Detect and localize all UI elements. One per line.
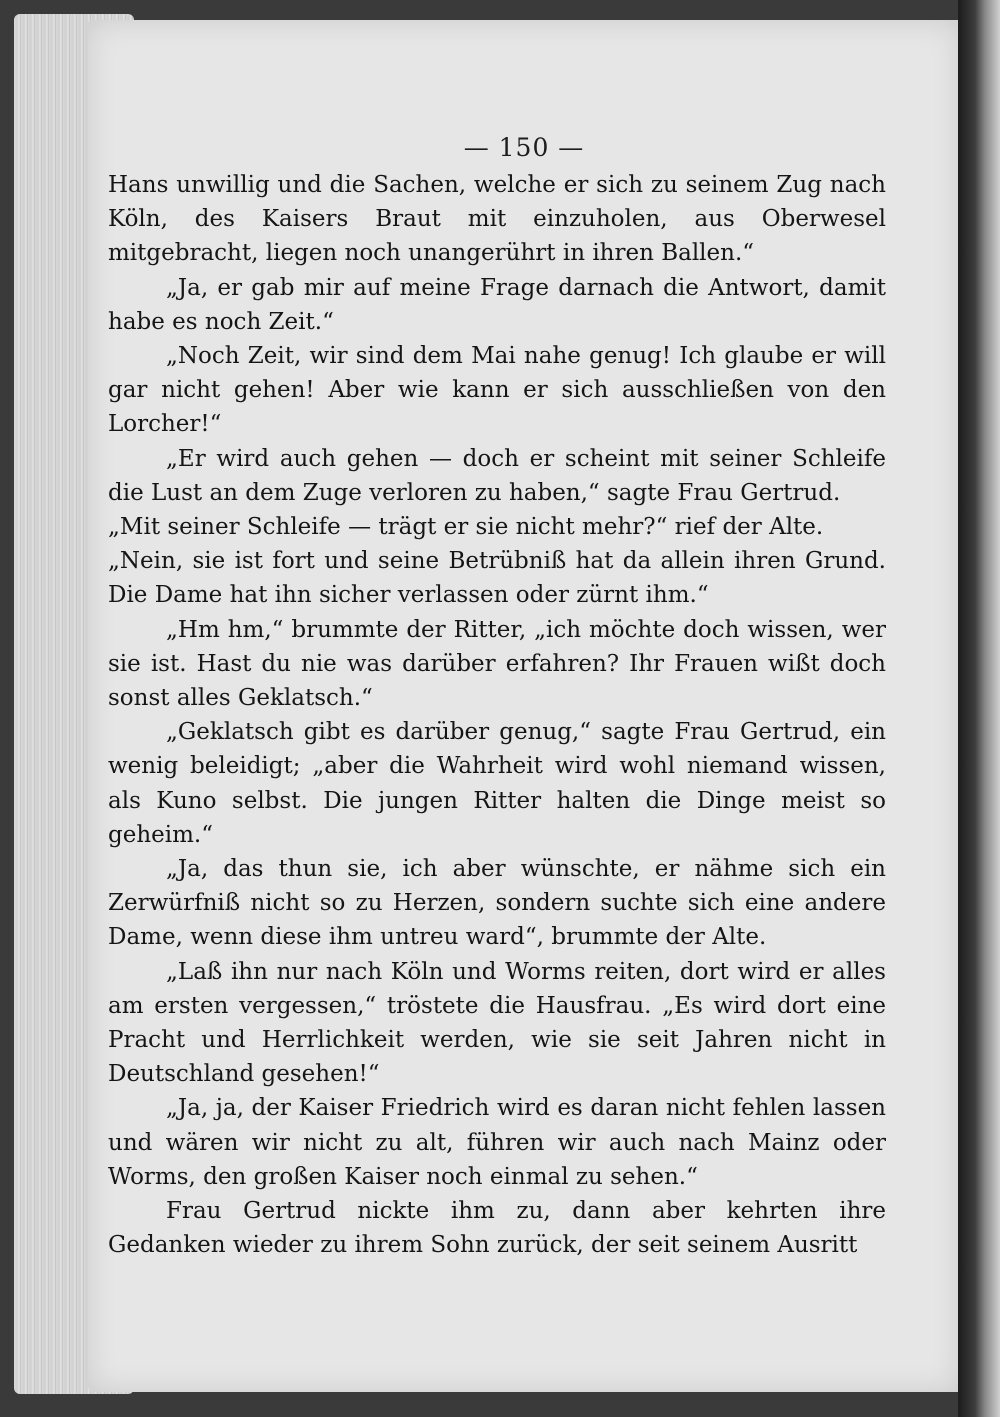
page-number: — 150 —: [463, 133, 585, 162]
paragraph: „Ja, er gab mir auf meine Frage darnach die Antwort, damit habe es noch Zeit.“: [108, 274, 886, 335]
paragraph: „Ja, das thun sie, ich aber wünschte, er nähme sich ein Zerwürfniß nicht so zu Herzen, sondern suchte sich eine andere Dame, wenn diese ihm untreu ward“, brummte der Alte.: [108, 856, 886, 951]
book-spine: [958, 0, 1000, 1417]
body-text: [108, 168, 886, 1263]
paragraph: „Laß ihn nur nach Köln und Worms reiten, dort wird er alles am ersten vergessen,“ tröstete die Hausfrau. „Es wird dort eine Pracht und Herrlichkeit werden, wie sie seit Jahren nicht in Deutschland gesehen!“: [108, 958, 886, 1088]
paragraph: Hans unwillig und die Sachen, welche er sich zu seinem Zug nach Köln, des Kaisers Braut mit einzuholen, aus Oberwesel mitgebracht, liegen noch unangerührt in ihren Ballen.“: [108, 172, 886, 267]
paragraph: „Nein, sie ist fort und seine Betrübniß hat da allein ihren Grund. Die Dame hat ihn sicher verlassen oder zürnt ihm.“: [108, 548, 886, 609]
paragraph: „Noch Zeit, wir sind dem Mai nahe genug! Ich glaube er will gar nicht gehen! Aber wie kann er sich ausschließen von den Lorcher!“: [108, 343, 886, 438]
paragraph: „Er wird auch gehen — doch er scheint mit seiner Schleife die Lust an dem Zuge verloren zu haben,“ sagte Frau Gertrud.: [108, 445, 886, 506]
paragraph: „Geklatsch gibt es darüber genug,“ sagte Frau Gertrud, ein wenig beleidigt; „aber die Wahrheit wird wohl niemand wissen, als Kuno selbst. Die jungen Ritter halten die Dinge meist so geheim.“: [108, 719, 886, 848]
paragraph: Frau Gertrud nickte ihm zu, dann aber kehrten ihre Gedanken wieder zu ihrem Sohn zurück, der seit seinem Ausritt: [108, 1198, 886, 1259]
paragraph: „Ja, ja, der Kaiser Friedrich wird es daran nicht fehlen lassen und wären wir nicht zu alt, führen wir auch nach Mainz oder Worms, den großen Kaiser noch einmal zu sehen.“: [108, 1095, 886, 1190]
paragraph: „Hm hm,“ brummte der Ritter, „ich möchte doch wissen, wer sie ist. Hast du nie was darüber erfahren? Ihr Frauen wißt doch sonst alles Geklatsch.“: [108, 616, 886, 712]
paragraph: „Mit seiner Schleife — trägt er sie nicht mehr?“ rief der Alte.: [108, 514, 824, 541]
